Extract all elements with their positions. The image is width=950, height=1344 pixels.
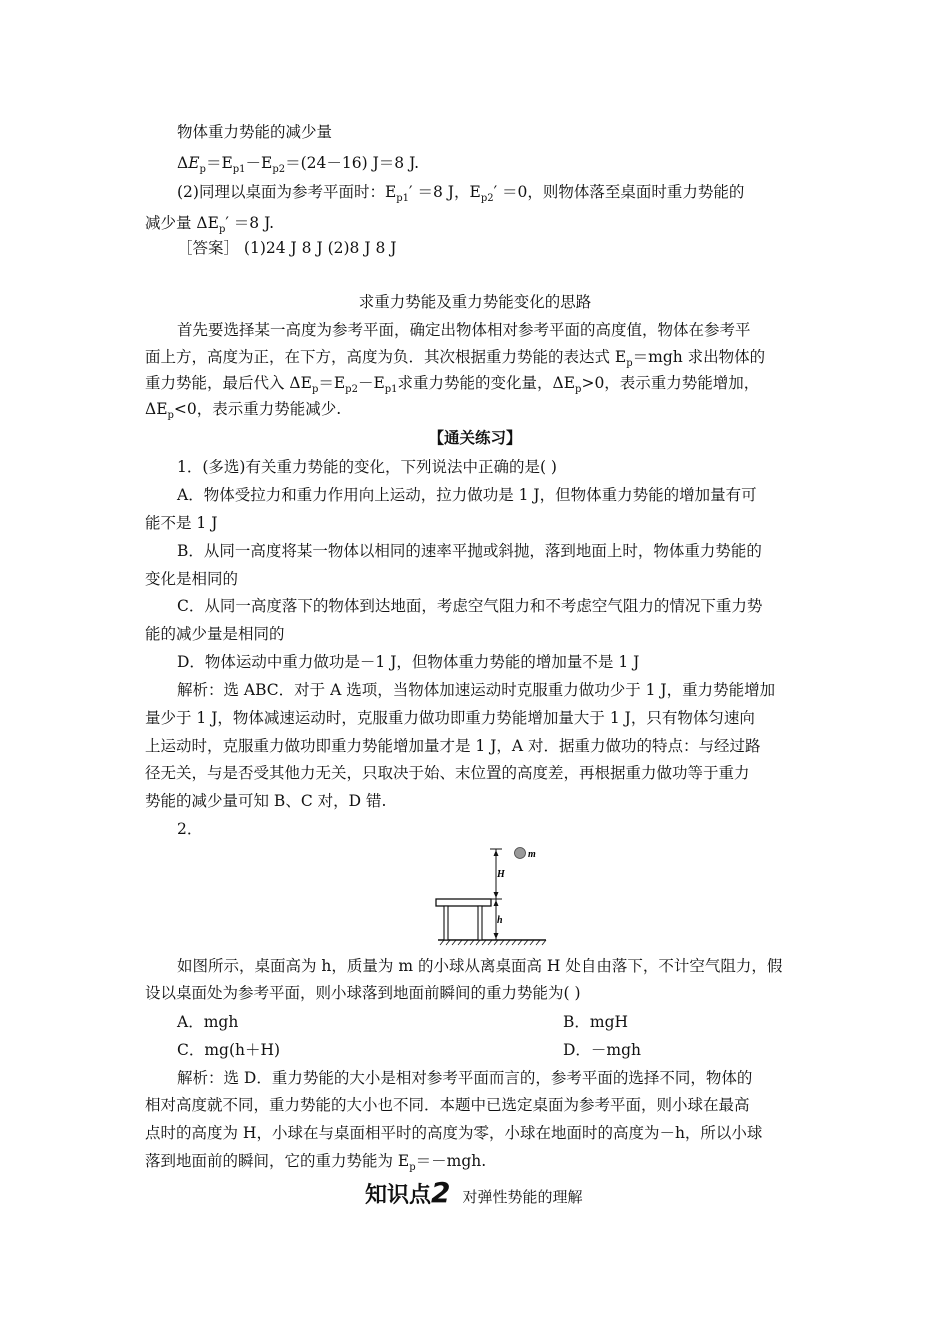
subscript: p — [626, 358, 633, 369]
text: >0，表示重力势能增加， — [581, 374, 760, 392]
text: －E — [357, 374, 385, 392]
text: 重力势能，最后代入 ΔE — [145, 374, 312, 392]
text: ′ ＝8 J. — [225, 214, 275, 232]
subscript: p1 — [232, 164, 246, 175]
option-a: A．物体受拉力和重力作用向上运动，拉力做功是 1 J，但物体重力势能的增加量有可 — [177, 486, 757, 504]
subscript: p — [409, 1162, 416, 1173]
practice-heading: 【通关练习】 — [428, 428, 522, 447]
explanation-line: 解析：选 ABC．对于 A 选项，当物体加速运动时克服重力做功少于 1 J，重力势能增加 — [177, 681, 776, 699]
question-stem: 1．(多选)有关重力势能的变化，下列说法中正确的是( ) — [177, 458, 557, 476]
arrow-up — [494, 900, 499, 906]
subscript: p — [311, 384, 319, 395]
option-c: C．mg(h＋H) — [177, 1041, 281, 1059]
answer-line: ［答案］ (1)24 J 8 J (2)8 J 8 J — [177, 239, 397, 257]
question-stem: 如图所示，桌面高为 h，质量为 m 的小球从离桌面高 H 处自由落下，不计空气阻力，假 — [177, 957, 783, 975]
text: ΔE — [145, 400, 168, 418]
text: 减少量 ΔE — [145, 214, 219, 232]
label-h: h — [497, 915, 503, 926]
subscript: p — [199, 164, 206, 175]
subscript: p — [167, 410, 174, 421]
option-c-cont: 能的减少量是相同的 — [145, 625, 285, 643]
explanation-line: 径无关，与是否受其他力无关，只取决于始、末位置的高度差，再根据重力做功等于重力 — [145, 764, 750, 782]
text: ′ ＝8 J，E — [409, 183, 481, 201]
explanation-line: 量少于 1 J，物体减速运动时，克服重力做功即重力势能增加量大于 1 J，只有物体匀速向 — [145, 709, 755, 727]
subscript: p — [218, 224, 226, 235]
solution-line — [177, 182, 744, 205]
eq-text: ＝E — [205, 154, 233, 172]
text: 落到地面前的瞬间，它的重力势能为 E — [145, 1152, 410, 1170]
explanation-line: 点时的高度为 H，小球在与桌面相平时的高度为零，小球在地面时的高度为－h，所以小球 — [145, 1124, 763, 1142]
subscript: p2 — [345, 384, 358, 395]
delta-symbol: Δ — [177, 154, 189, 172]
method-line — [145, 373, 759, 396]
label-H: H — [497, 869, 505, 880]
option-d: D．－mgh — [563, 1041, 642, 1059]
option-a-cont: 能不是 1 J — [145, 514, 218, 532]
kp-number: 2 — [431, 1176, 451, 1209]
solution-line: 物体重力势能的减少量 — [177, 123, 333, 141]
option-a: A．mgh — [177, 1013, 239, 1031]
option-b: B．从同一高度将某一物体以相同的速率平抛或斜抛，落到地面上时，物体重力势能的 — [177, 542, 762, 560]
option-b-cont: 变化是相同的 — [145, 570, 239, 588]
option-c: C．从同一高度落下的物体到达地面，考虑空气阻力和不考虑空气阻力的情况下重力势 — [177, 597, 763, 615]
subscript: p — [575, 384, 582, 395]
arrow-down — [494, 933, 499, 939]
text: ′ ＝0，则物体落至桌面时重力势能的 — [493, 183, 745, 201]
kp-subtitle: 对弹性势能的理解 — [462, 1188, 583, 1206]
ball — [515, 848, 526, 859]
text: 求重力势能的变化量，ΔE — [397, 374, 576, 392]
method-title: 求重力势能及重力势能变化的思路 — [358, 293, 592, 311]
method-line: 首先要选择某一高度为参考平面，确定出物体相对参考平面的高度值，物体在参考平 — [177, 321, 751, 339]
explanation-line: 势能的减少量可知 B、C 对，D 错. — [145, 792, 387, 810]
solution-line — [145, 213, 274, 236]
text: <0，表示重力势能减少. — [173, 400, 342, 418]
question-number: 2． — [177, 820, 203, 838]
text: 面上方，高度为正，在下方，高度为负．其次根据重力势能的表达式 E — [145, 348, 627, 366]
text: (2)同理以桌面为参考平面时：E — [177, 183, 397, 201]
eq-text: ＝(24－16) J＝8 J. — [285, 154, 420, 172]
text: ＝E — [318, 374, 346, 392]
table-ball-figure — [430, 843, 550, 948]
subscript: p2 — [480, 193, 494, 204]
explanation-line: 相对高度就不同，重力势能的大小也不同．本题中已选定桌面为参考平面，则小球在最高 — [145, 1096, 750, 1114]
arrow-down — [494, 892, 499, 898]
table-top — [436, 899, 491, 906]
option-d: D．物体运动中重力做功是－1 J，但物体重力势能的增加量不是 1 J — [177, 653, 640, 671]
subscript: p1 — [396, 193, 410, 204]
subscript: p2 — [272, 164, 286, 175]
text: ＝mgh 求出物体的 — [632, 348, 766, 366]
kp-label: 知识点 — [365, 1183, 432, 1208]
text: ＝－mgh. — [415, 1152, 487, 1170]
subscript: p1 — [384, 384, 398, 395]
knowledge-point-heading — [365, 1176, 583, 1214]
explanation-line — [145, 1151, 486, 1174]
eq-text: －E — [245, 154, 273, 172]
label-m: m — [528, 849, 536, 860]
equation-line: $\Delta E_p=E_{p1}-E_{p2}=(24-16)$ J＝8 J. — [177, 154, 420, 175]
option-b: B．mgH — [563, 1013, 629, 1031]
method-line — [145, 347, 765, 370]
explanation-line: 上运动时，克服重力做功即重力势能增加量才是 1 J，A 对．据重力做功的特点：与经过路 — [145, 737, 761, 755]
question-stem-cont: 设以桌面处为参考平面，则小球落到地面前瞬间的重力势能为( ) — [145, 984, 581, 1002]
arrow-up — [494, 850, 499, 856]
explanation-line: 解析：选 D．重力势能的大小是相对参考平面而言的，参考平面的选择不同，物体的 — [177, 1069, 753, 1087]
table-leg — [478, 906, 482, 940]
method-line — [145, 399, 341, 422]
table-leg — [444, 906, 448, 940]
